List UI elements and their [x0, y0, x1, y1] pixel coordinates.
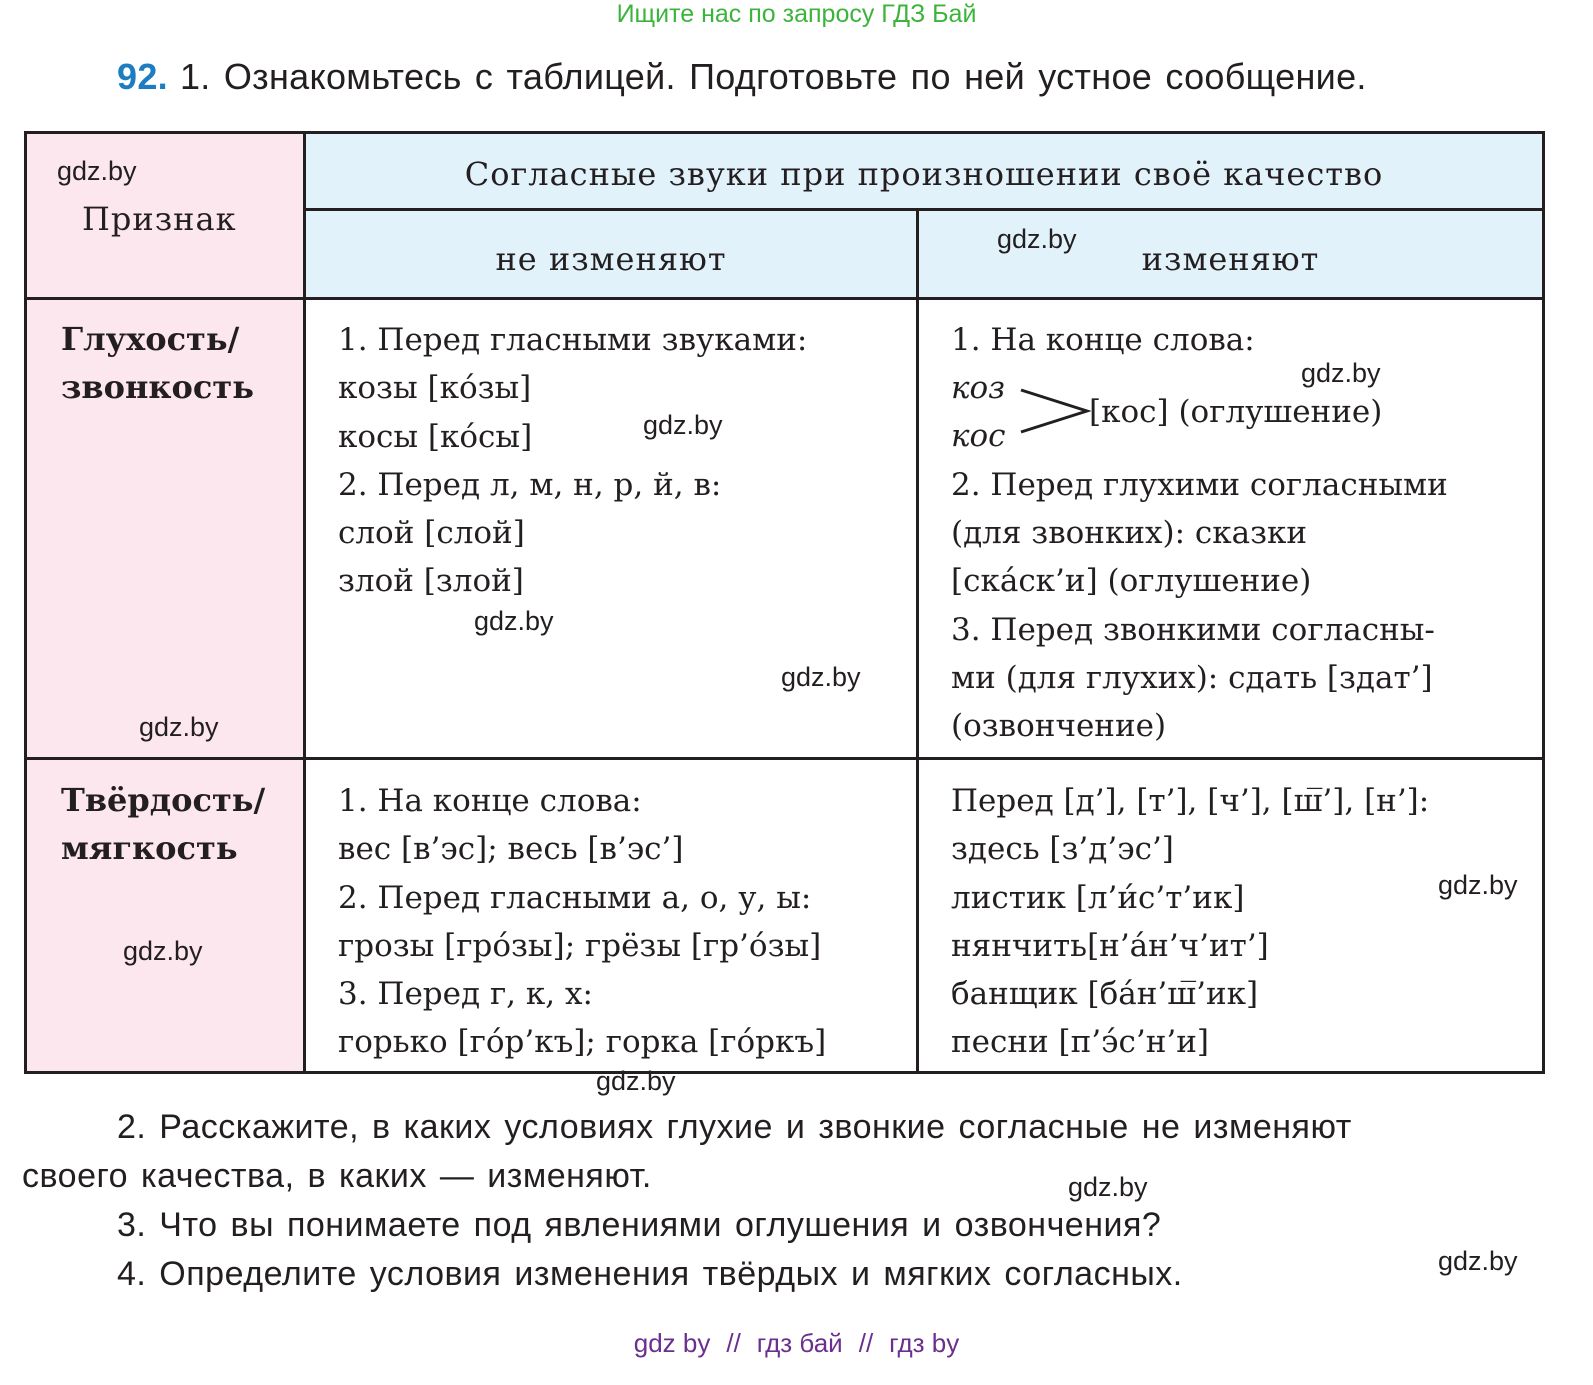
hardness-changed-cell: [951, 777, 1429, 1067]
grid-line: [306, 208, 1542, 211]
text-line: грозы [гро́зы]; грёзы [гр’о́зы]: [338, 927, 822, 964]
text-line: ми (для глухих): сдать [здат’]: [951, 660, 1433, 697]
watermark: gdz.by: [643, 410, 723, 440]
text-line: (озвончение): [951, 708, 1167, 745]
footer-link[interactable]: gdz by: [633, 1328, 711, 1358]
example-word: кос: [951, 418, 1006, 455]
task-text: 1. Ознакомьтесь с таблицей. Подготовьте по ней устное сообщение.: [179, 56, 1367, 97]
watermark: gdz.by: [1438, 870, 1518, 900]
text-line: 2. Перед гласными а, о, у, ы:: [338, 879, 812, 916]
feature-header: Признак: [82, 200, 237, 238]
question-3: 3. Что вы понимаете под явлениями оглушения и озвончения?: [117, 1206, 1162, 1244]
watermark: gdz.by: [997, 224, 1077, 254]
question-2-line2: своего качества, в каких — изменяют.: [22, 1157, 652, 1195]
question-2-line1: 2. Расскажите, в каких условиях глухие и звонкие согласные не изменяют: [117, 1108, 1352, 1146]
merge-arrow-icon: [1019, 386, 1091, 436]
group-header: Согласные звуки при произношении своё качество: [464, 155, 1384, 193]
col-unchanged-header: не изменяют: [495, 240, 727, 278]
text-line: злой [злой]: [338, 563, 524, 600]
text-line: листик [л’и́с’т’ик]: [951, 879, 1245, 916]
text-line: 2. Перед л, м, н, р, й, в:: [338, 466, 722, 503]
voicing-unchanged-cell: [338, 316, 807, 606]
text-line: здесь [з’д’эс’]: [951, 831, 1174, 868]
feature-voicing: [61, 315, 254, 411]
footer: [0, 1328, 1593, 1359]
text-line: горько [го́р’къ]; горка [го́ркъ]: [338, 1024, 827, 1061]
footer-link[interactable]: гдз бай: [756, 1328, 843, 1358]
hardness-unchanged-cell: [338, 777, 826, 1067]
watermark: gdz.by: [1301, 358, 1381, 388]
text-line: песни [п’э́с’н’и]: [951, 1024, 1210, 1061]
footer-link[interactable]: гдз by: [889, 1328, 960, 1358]
text-line: 1. Перед гласными звуками:: [338, 322, 808, 358]
text-line: слой [слой]: [338, 515, 525, 552]
question-4: 4. Определите условия изменения твёрдых и мягких согласных.: [117, 1255, 1183, 1293]
grid-line: [27, 297, 1542, 300]
top-banner: Ищите нас по запросу ГДЗ Бай: [616, 0, 977, 28]
watermark: gdz.by: [474, 606, 554, 636]
text-line: банщик [ба́н’ш̅’ик]: [951, 976, 1259, 1013]
text-line: косы [ко́сы]: [338, 418, 533, 455]
feature-hardness: [61, 776, 265, 872]
watermark: gdz.by: [781, 662, 861, 692]
example-result: [кос] (оглушение): [1089, 394, 1383, 431]
watermark: gdz.by: [1068, 1172, 1148, 1202]
watermark: gdz.by: [139, 712, 219, 742]
watermark: gdz.by: [57, 156, 137, 186]
example-word: коз: [951, 370, 1006, 407]
watermark: gdz.by: [1438, 1246, 1518, 1276]
grid-line: [916, 209, 919, 1071]
text-line: 3. Перед г, к, х:: [338, 976, 593, 1013]
feature-line: Твёрдость/: [61, 781, 266, 819]
watermark: gdz.by: [596, 1066, 676, 1096]
feature-line: Глухость/: [61, 320, 240, 358]
text-line: [ска́ск’и] (оглушение): [951, 563, 1312, 600]
text-line: Перед [д’], [т’], [ч’], [ш̅’], [н’]:: [951, 783, 1430, 819]
col-changed-header: изменяют: [1141, 240, 1320, 278]
text-line: вес [в’эс]; весь [в’эс’]: [338, 831, 684, 868]
grid-line: [27, 757, 1542, 760]
feature-line: мягкость: [61, 829, 238, 867]
text-line: (для звонких): сказки: [951, 515, 1308, 552]
text-line: 2. Перед глухими согласными: [951, 466, 1448, 503]
watermark: gdz.by: [123, 936, 203, 966]
text-line: 1. На конце слова:: [951, 322, 1255, 358]
text-line: 1. На конце слова:: [338, 783, 642, 819]
footer-separator: //: [858, 1328, 874, 1358]
task-number: 92.: [117, 56, 168, 97]
text-line: козы [ко́зы]: [338, 370, 532, 407]
feature-column-bg: [27, 134, 303, 1071]
footer-separator: //: [726, 1328, 741, 1358]
text-line: 3. Перед звонкими согласны-: [951, 611, 1435, 648]
task-heading: [117, 56, 1367, 98]
phonetics-table: [24, 131, 1545, 1074]
feature-line: звонкость: [61, 368, 254, 406]
text-line: нянчить[н’а́н’ч’ит’]: [951, 927, 1269, 964]
